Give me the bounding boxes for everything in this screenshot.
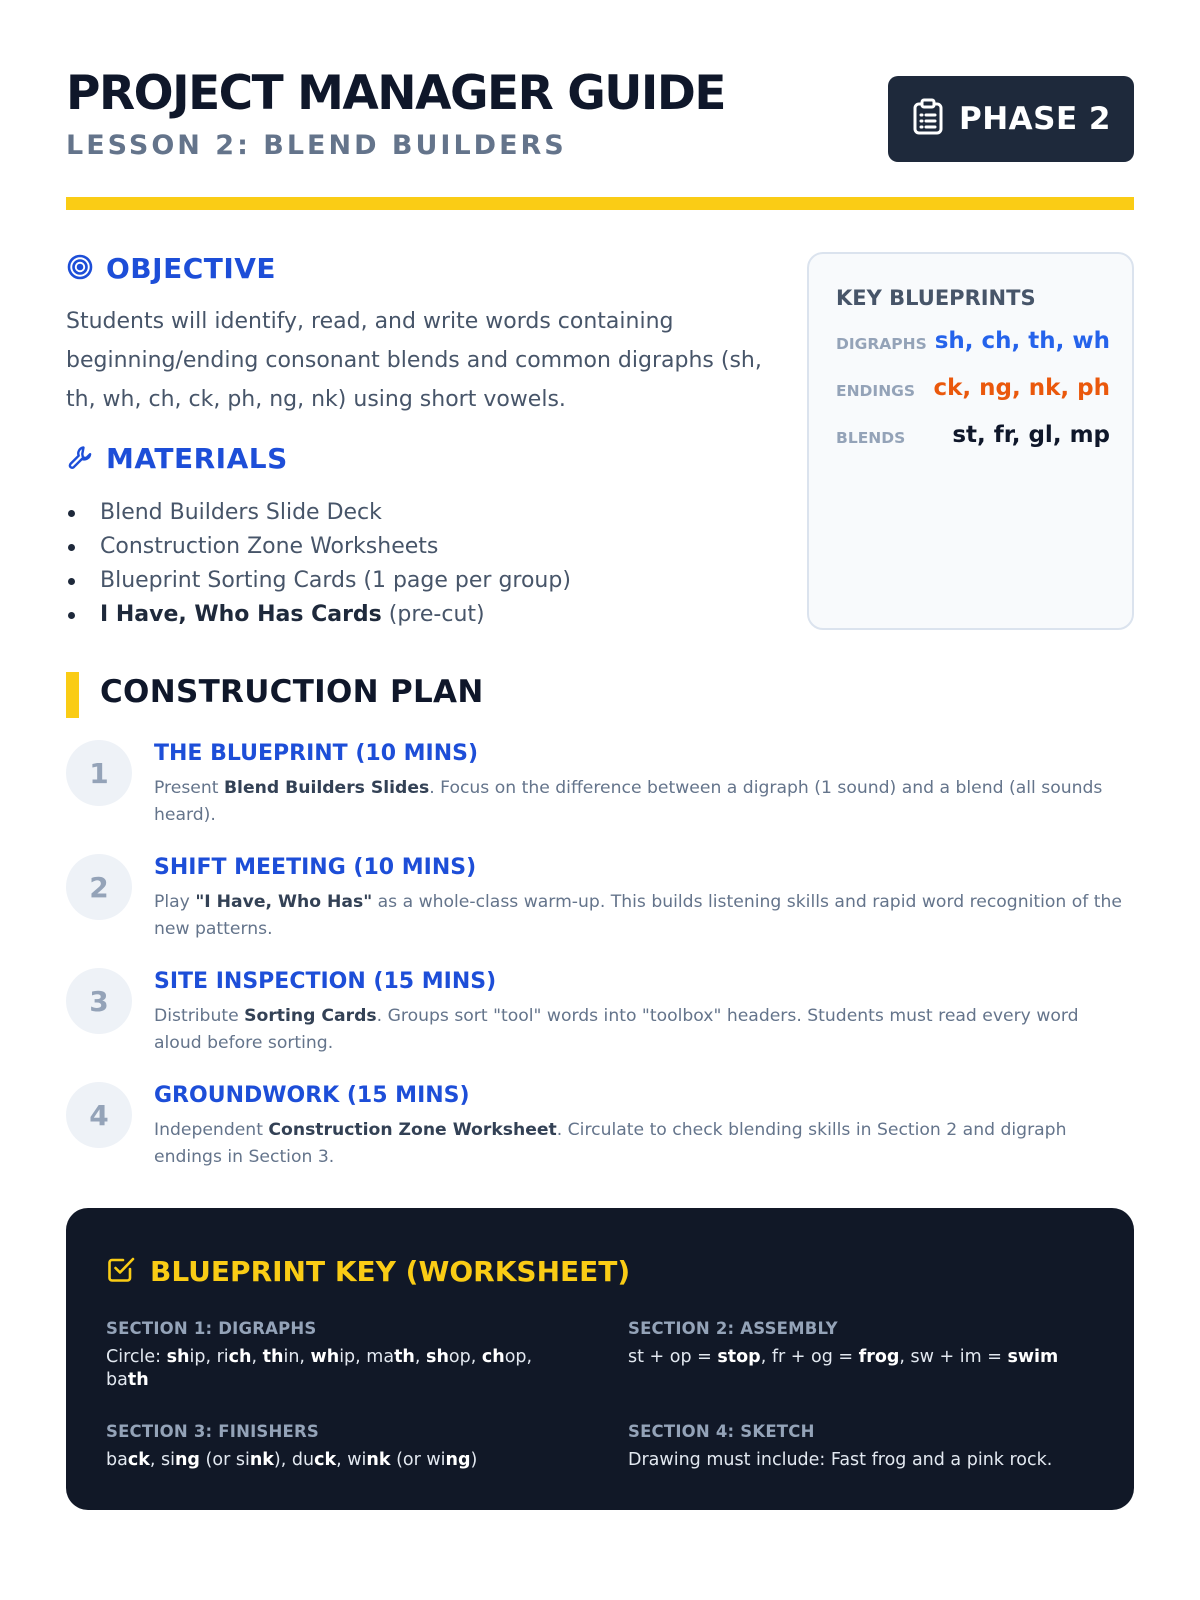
answer-key-section — [106, 1422, 546, 1472]
step-number: 2 — [66, 854, 132, 920]
answer-key-section-text: st + op = stop, fr + og = frog, sw + im = swim — [628, 1347, 1059, 1367]
blueprint-value: ck, ng, nk, ph — [933, 375, 1110, 401]
blueprint-label: DIGRAPHS — [836, 335, 927, 353]
blueprint-label: ENDINGS — [836, 382, 916, 400]
answer-key-section-text: Circle: ship, rich, thin, whip, math, shop, chop, bath — [106, 1347, 533, 1390]
list-item: Blend Builders Slide Deck — [66, 496, 786, 530]
plan-step — [66, 968, 1134, 1068]
plan-step — [66, 854, 1134, 954]
answer-key-section-title: SECTION 4: SKETCH — [628, 1422, 815, 1441]
key-blueprints-card — [807, 252, 1134, 630]
answer-key-heading — [106, 1254, 630, 1288]
materials-heading-label: MATERIALS — [106, 442, 288, 475]
answer-key-heading-label: BLUEPRINT KEY (WORKSHEET) — [150, 1254, 631, 1288]
target-icon — [66, 253, 94, 285]
list-item: Construction Zone Worksheets — [66, 530, 786, 564]
objective-heading — [66, 252, 276, 285]
step-number: 1 — [66, 740, 132, 806]
answer-key-section-title: SECTION 1: DIGRAPHS — [106, 1319, 317, 1338]
step-number: 3 — [66, 968, 132, 1034]
blueprint-value: st, fr, gl, mp — [952, 422, 1110, 448]
blueprint-row-blends — [836, 422, 1110, 452]
list-item: I Have, Who Has Cards (pre-cut) — [66, 598, 786, 632]
materials-list — [66, 496, 786, 632]
objective-text: Students will identify, read, and write words containing beginning/ending consonant blends and common digraphs (sh, th, wh, ch, ck, ph, ng, nk) using short vowels. — [66, 309, 762, 412]
answer-key-section-text: Drawing must include: Fast frog and a pink rock. — [628, 1450, 1053, 1470]
header-divider — [66, 197, 1134, 210]
list-item: Blueprint Sorting Cards (1 page per group) — [66, 564, 786, 598]
blueprint-label: BLENDS — [836, 429, 906, 447]
lesson-guide-page — [66, 0, 1134, 1600]
plan-heading: CONSTRUCTION PLAN — [100, 674, 484, 710]
plan-step — [66, 1082, 1134, 1182]
step-title: GROUNDWORK (15 MINS) — [154, 1083, 470, 1108]
answer-key-section-title: SECTION 3: FINISHERS — [106, 1422, 319, 1441]
materials-heading — [66, 442, 288, 475]
clipboard-icon — [911, 98, 945, 140]
blueprint-row-endings — [836, 375, 1110, 405]
phase-label: PHASE 2 — [958, 101, 1112, 137]
step-number: 4 — [66, 1082, 132, 1148]
answer-key-section — [628, 1422, 1068, 1472]
wrench-icon — [66, 443, 94, 475]
answer-key-section — [106, 1319, 546, 1392]
step-title: SHIFT MEETING (10 MINS) — [154, 855, 477, 880]
page-header — [66, 66, 1134, 166]
blueprint-value: sh, ch, th, wh — [934, 328, 1110, 354]
step-title: SITE INSPECTION (15 MINS) — [154, 969, 497, 994]
answer-key-section-text: back, sing (or sink), duck, wink (or wing) — [106, 1450, 478, 1470]
phase-badge — [888, 76, 1134, 162]
step-description: Distribute Sorting Cards. Groups sort "tool" words into "toolbox" headers. Students must read every word aloud before sorting. — [154, 1006, 1079, 1053]
checkbox-icon — [106, 1254, 136, 1288]
blueprint-row-digraphs — [836, 328, 1110, 358]
key-blueprints-title: KEY BLUEPRINTS — [836, 286, 1036, 310]
step-description: Play "I Have, Who Has" as a whole-class warm-up. This builds listening skills and rapid word recognition of the new patterns. — [154, 892, 1123, 939]
plan-accent-bar — [66, 672, 79, 718]
step-title: THE BLUEPRINT (10 MINS) — [154, 741, 479, 766]
objective-heading-label: OBJECTIVE — [106, 252, 277, 285]
step-description: Independent Construction Zone Worksheet. Circulate to check blending skills in Section 2 and digraph endings in Section 3. — [154, 1120, 1067, 1167]
answer-key-card — [66, 1208, 1134, 1510]
plan-step — [66, 740, 1134, 840]
page-subtitle: LESSON 2: BLEND BUILDERS — [66, 130, 567, 161]
step-description: Present Blend Builders Slides. Focus on the difference between a digraph (1 sound) and a blend (all sounds heard). — [154, 778, 1103, 825]
answer-key-section-title: SECTION 2: ASSEMBLY — [628, 1319, 838, 1338]
page-title: PROJECT MANAGER GUIDE — [66, 66, 726, 121]
answer-key-section — [628, 1319, 1068, 1369]
